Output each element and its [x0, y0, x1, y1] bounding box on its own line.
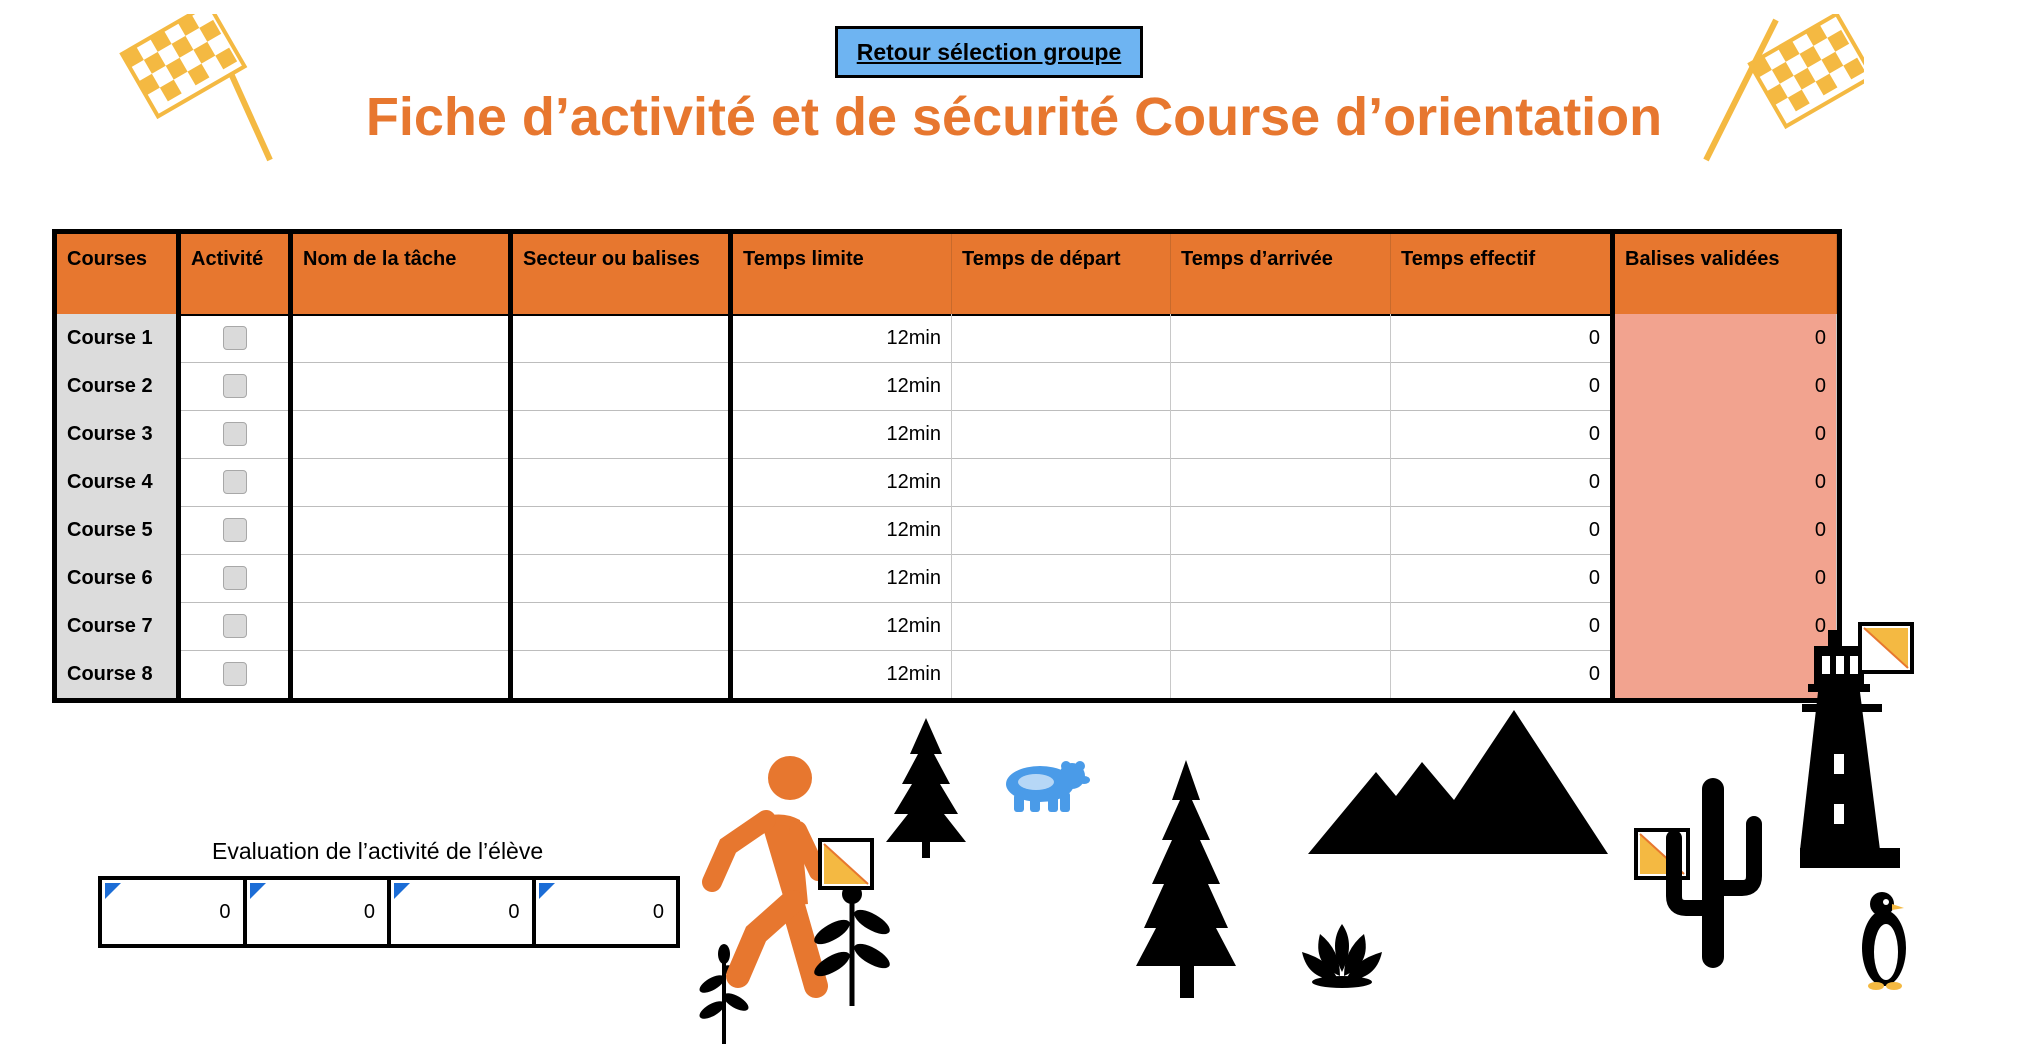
start-time-cell[interactable]	[952, 602, 1171, 650]
course-name: Course 4	[57, 458, 181, 506]
table-row	[57, 314, 1837, 363]
sector-cell[interactable]	[513, 506, 733, 554]
mountains-icon	[1308, 710, 1608, 854]
table-header-row	[57, 234, 1837, 316]
comment-indicator-icon	[394, 883, 410, 899]
evaluation-cell[interactable]	[102, 880, 247, 944]
activity-checkbox[interactable]	[223, 566, 247, 590]
arrival-time-cell[interactable]	[1171, 314, 1391, 362]
activity-cell	[181, 554, 293, 602]
activity-checkbox[interactable]	[223, 374, 247, 398]
activity-cell	[181, 362, 293, 410]
start-time-cell[interactable]	[952, 314, 1171, 362]
task-name-cell[interactable]	[293, 554, 513, 602]
start-time-cell[interactable]	[952, 458, 1171, 506]
page-title: Fiche d’activité et de sécurité Course d’orientation	[365, 87, 1663, 147]
effective-time-cell: 0	[1391, 410, 1615, 458]
validated-markers-cell: 0	[1615, 410, 1837, 458]
evaluation-cell[interactable]	[391, 880, 536, 944]
course-name: Course 8	[57, 650, 181, 698]
table-row	[57, 602, 1837, 651]
effective-time-cell: 0	[1391, 650, 1615, 698]
start-time-cell[interactable]	[952, 650, 1171, 698]
course-name: Course 6	[57, 554, 181, 602]
evaluation-value: 0	[363, 900, 375, 923]
evaluation-value: 0	[219, 900, 231, 923]
cactus-icon	[1664, 778, 1764, 968]
course-name: Course 7	[57, 602, 181, 650]
time-limit-cell[interactable]: 12min	[733, 410, 952, 458]
evaluation-value: 0	[508, 900, 520, 923]
arrival-time-cell[interactable]	[1171, 458, 1391, 506]
checkered-flag-icon	[118, 14, 278, 164]
column-header: Secteur ou balises	[513, 234, 733, 314]
activity-cell	[181, 506, 293, 554]
pine-tree-icon	[1136, 760, 1236, 998]
column-header: Temps d’arrivée	[1171, 234, 1391, 314]
effective-time-cell: 0	[1391, 458, 1615, 506]
task-name-cell[interactable]	[293, 602, 513, 650]
column-header: Nom de la tâche	[293, 234, 513, 314]
effective-time-cell: 0	[1391, 602, 1615, 650]
column-header: Temps effectif	[1391, 234, 1615, 314]
sector-cell[interactable]	[513, 314, 733, 362]
activity-cell	[181, 314, 293, 362]
validated-markers-cell: 0	[1615, 458, 1837, 506]
plant-icon	[812, 884, 892, 1006]
sector-cell[interactable]	[513, 410, 733, 458]
course-name: Course 2	[57, 362, 181, 410]
task-name-cell[interactable]	[293, 650, 513, 698]
start-time-cell[interactable]	[952, 506, 1171, 554]
time-limit-cell[interactable]: 12min	[733, 602, 952, 650]
orienteering-marker-icon	[1858, 622, 1914, 674]
activity-cell	[181, 410, 293, 458]
column-header: Temps limite	[733, 234, 952, 314]
activity-table	[52, 229, 1842, 703]
pine-tree-icon	[886, 718, 966, 858]
time-limit-cell[interactable]: 12min	[733, 458, 952, 506]
bear-icon	[1000, 758, 1090, 814]
table-row	[57, 506, 1837, 555]
table-row	[57, 458, 1837, 507]
time-limit-cell[interactable]: 12min	[733, 554, 952, 602]
time-limit-cell[interactable]: 12min	[733, 650, 952, 698]
validated-markers-cell: 0	[1615, 554, 1837, 602]
column-header: Activité	[181, 234, 293, 314]
validated-markers-cell: 0	[1615, 506, 1837, 554]
table-row	[57, 650, 1837, 698]
start-time-cell[interactable]	[952, 554, 1171, 602]
course-name: Course 1	[57, 314, 181, 362]
activity-checkbox[interactable]	[223, 662, 247, 686]
sector-cell[interactable]	[513, 602, 733, 650]
orienteering-marker-icon	[818, 838, 874, 890]
activity-checkbox[interactable]	[223, 518, 247, 542]
arrival-time-cell[interactable]	[1171, 506, 1391, 554]
sector-cell[interactable]	[513, 554, 733, 602]
evaluation-label: Evaluation de l’activité de l’élève	[212, 838, 544, 864]
arrival-time-cell[interactable]	[1171, 410, 1391, 458]
task-name-cell[interactable]	[293, 458, 513, 506]
course-name: Course 5	[57, 506, 181, 554]
column-header: Courses	[57, 234, 181, 314]
activity-checkbox[interactable]	[223, 614, 247, 638]
effective-time-cell: 0	[1391, 506, 1615, 554]
validated-markers-cell: 0	[1615, 362, 1837, 410]
validated-markers-cell: 0	[1615, 602, 1837, 650]
course-name: Course 3	[57, 410, 181, 458]
column-header: Temps de départ	[952, 234, 1171, 314]
sector-cell[interactable]	[513, 362, 733, 410]
activity-cell	[181, 458, 293, 506]
task-name-cell[interactable]	[293, 314, 513, 362]
activity-checkbox[interactable]	[223, 326, 247, 350]
arrival-time-cell[interactable]	[1171, 650, 1391, 698]
evaluation-value: 0	[652, 900, 664, 923]
comment-indicator-icon	[105, 883, 121, 899]
effective-time-cell: 0	[1391, 314, 1615, 362]
effective-time-cell: 0	[1391, 362, 1615, 410]
evaluation-cell[interactable]	[536, 880, 677, 944]
lotus-icon	[1300, 920, 1384, 988]
activity-checkbox[interactable]	[223, 422, 247, 446]
start-time-cell[interactable]	[952, 410, 1171, 458]
activity-cell	[181, 602, 293, 650]
table-row	[57, 362, 1837, 411]
back-to-group-selection-button[interactable]: Retour sélection groupe	[835, 26, 1143, 78]
arrival-time-cell[interactable]	[1171, 554, 1391, 602]
comment-indicator-icon	[539, 883, 555, 899]
sector-cell[interactable]	[513, 458, 733, 506]
effective-time-cell: 0	[1391, 554, 1615, 602]
column-header: Balises validées	[1615, 234, 1837, 314]
checkered-flag-icon	[1694, 14, 1864, 164]
arrival-time-cell[interactable]	[1171, 602, 1391, 650]
validated-markers-cell: 0	[1615, 314, 1837, 362]
task-name-cell[interactable]	[293, 410, 513, 458]
time-limit-cell[interactable]: 12min	[733, 506, 952, 554]
table-row	[57, 554, 1837, 603]
task-name-cell[interactable]	[293, 362, 513, 410]
evaluation-cell[interactable]	[247, 880, 392, 944]
task-name-cell[interactable]	[293, 506, 513, 554]
comment-indicator-icon	[250, 883, 266, 899]
time-limit-cell[interactable]: 12min	[733, 314, 952, 362]
penguin-icon	[1854, 890, 1914, 990]
time-limit-cell[interactable]: 12min	[733, 362, 952, 410]
activity-checkbox[interactable]	[223, 470, 247, 494]
sector-cell[interactable]	[513, 650, 733, 698]
table-row	[57, 410, 1837, 459]
start-time-cell[interactable]	[952, 362, 1171, 410]
arrival-time-cell[interactable]	[1171, 362, 1391, 410]
evaluation-box	[98, 876, 680, 948]
activity-cell	[181, 650, 293, 698]
